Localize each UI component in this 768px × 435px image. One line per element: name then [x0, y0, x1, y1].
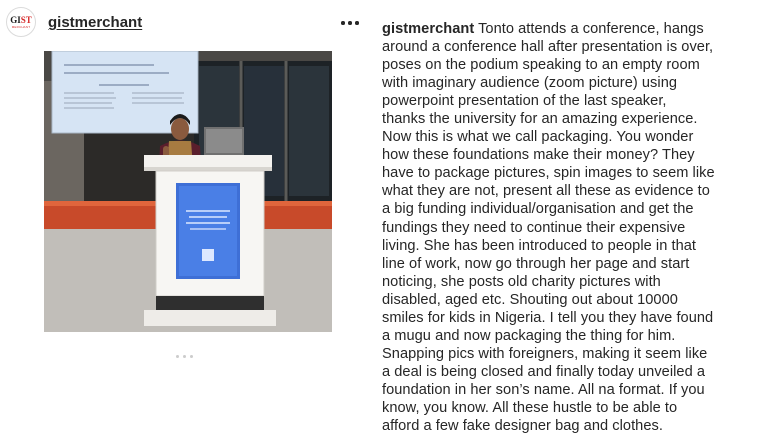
caption-line: line of work, now go through her page and start [382, 255, 690, 272]
caption-line: afford a few fake designer bag and clothes. [382, 418, 663, 435]
caption-line: fundings they need to continue their expensive [382, 219, 686, 236]
caption-username[interactable]: gistmerchant [382, 21, 475, 37]
avatar[interactable] [6, 7, 36, 37]
post-photo[interactable] [44, 51, 332, 332]
caption-line: thanks the university for an amazing experience. [382, 111, 698, 128]
caption-line: around a conference hall after presentation is over, [382, 39, 714, 56]
caption-line: a mugu and now packaging the thing for him. [382, 327, 676, 344]
post-username[interactable]: gistmerchant [48, 14, 143, 31]
caption-line: foundation in her son’s name. All na format. If you [382, 381, 705, 398]
caption-line: gistmerchant Tonto attends a conference, hangs [382, 21, 704, 37]
caption-line: a deal is being closed and finally today unveiled a [382, 363, 706, 380]
caption-line: have to package pictures, spin images to seem like [382, 165, 715, 182]
post-panel [0, 0, 368, 411]
caption-line: with imaginary audience (zoom picture) using [382, 75, 678, 92]
caption-line: powerpoint presentation of the last speaker, [382, 93, 667, 110]
caption-line: know, you know. All these hustle to be able to [382, 399, 678, 416]
caption-line: living. She has been introduced to people in that [382, 237, 697, 254]
post-caption [382, 20, 762, 435]
post-photo-image [44, 51, 332, 332]
avatar-logo-sub: MERCHANT [11, 24, 31, 29]
avatar-logo: GIST [10, 14, 32, 25]
caption-line: disabled, aged etc. Shouting out about 10000 [382, 291, 678, 308]
caption-line: a big funding individual/organisation and get the [382, 201, 694, 218]
caption-line: Snapping pics with foreigners, making it seem like [382, 345, 708, 362]
caption-line: poses on the podium speaking to an empty room [382, 57, 700, 74]
caption-line: Now this is what we call packaging. You wonder [382, 129, 694, 146]
more-horizontal-icon[interactable] [340, 14, 360, 30]
caption-line: smiles for kids in Nigeria. I tell you they have found [382, 309, 714, 326]
post-header [0, 0, 368, 46]
carousel-indicator [0, 345, 368, 363]
caption-line: how these foundations make their money? They [382, 147, 695, 164]
caption-line: what they are not, present all these as evidence to [382, 183, 710, 200]
caption-line: noticing, she posts old charity pictures with [382, 273, 661, 290]
